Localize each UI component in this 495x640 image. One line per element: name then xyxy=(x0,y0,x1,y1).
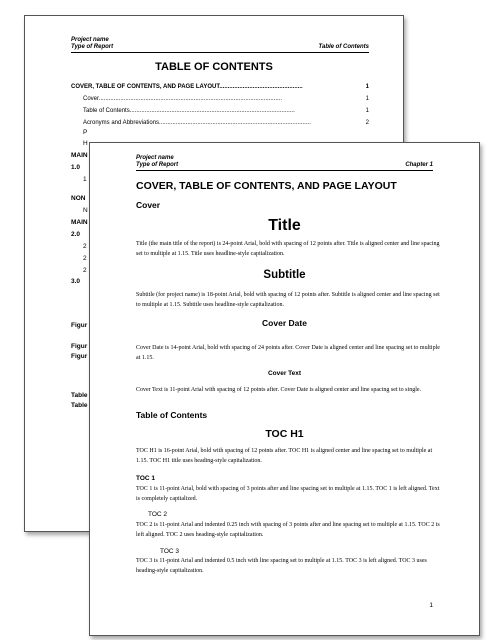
back-header-rule xyxy=(71,52,369,53)
toc-fragment: 1 xyxy=(83,176,87,183)
chapter-heading: COVER, TABLE OF CONTENTS, AND PAGE LAYOUT xyxy=(136,180,397,192)
toc1-description: TOC 1 is 11-point Arial, bold with spacing of 3 points after and line spacing set to multiple at 1.15. TOC 1 is left aligned. Text is completely capitalized. xyxy=(136,486,440,502)
coverdate-description: Cover Date is 14-point Arial, bold with spacing of 24 points after. Cover Date is aligned center and line spacing set to multiple at 1.15. xyxy=(136,345,440,361)
toc-entry-page: 2 xyxy=(365,120,369,126)
back-header-type: Type of Report xyxy=(71,44,114,50)
toc-entry xyxy=(83,119,369,127)
toc-entry-page: 1 xyxy=(365,108,369,114)
toc-fragment: Table xyxy=(71,402,88,409)
toc-leader: .................................................. xyxy=(219,84,303,90)
front-header-type: Type of Report xyxy=(136,162,179,168)
toc-entry xyxy=(71,83,369,91)
toc-fragment: N xyxy=(83,207,88,214)
toc-title: TABLE OF CONTENTS xyxy=(155,61,273,73)
toc-entry-text: Acronyms and Abbreviations xyxy=(83,120,160,126)
toc3-description: TOC 3 is 11-point Arial and indented 0.5 inch with line spacing set to multiple at 1.15. TOC 3 is left aligned. TOC 3 uses heading-style capitalization. xyxy=(136,558,427,574)
toc-fragment: NON xyxy=(71,195,86,202)
toc-fragment: 3.0 xyxy=(71,278,81,285)
title-sample: Title xyxy=(268,217,301,234)
toc2-sample: TOC 2 xyxy=(148,511,168,518)
toc-fragment: 2 xyxy=(83,267,87,274)
toc-fragment: 1.0 xyxy=(71,164,81,171)
toc-fragment: H xyxy=(83,140,88,147)
toc-entry-page: 1 xyxy=(365,84,369,90)
toc-fragment: Table xyxy=(71,392,88,399)
toch1-sample: TOC H1 xyxy=(265,428,304,440)
toc-heading: Table of Contents xyxy=(136,410,208,420)
toc-fragment: P xyxy=(83,129,88,136)
cover-heading: Cover xyxy=(136,200,161,210)
covertext-description: Cover Text is 11-point Arial with spacing of 12 points after. Cover Date is aligned center and line spacing set to single. xyxy=(136,387,422,393)
toc-fragment: MAIN xyxy=(71,219,88,226)
front-page xyxy=(89,142,480,636)
subtitle-description: Subtitle (for project name) is 18-point Arial, bold with spacing of 12 points after. Subtitle is aligned center and line spacing set to multiple at 1.15. Subtitle uses headline-style capitalization. xyxy=(136,292,440,308)
title-description: Title (the main title of the report) is 24-point Arial, bold with spacing of 12 points after. Title is aligned center and line spacing set to multiple at 1.15. Title uses headline-style capitalization. xyxy=(136,241,440,257)
toc-fragment: 2 xyxy=(83,243,87,250)
toc-fragment: Figur xyxy=(71,322,88,329)
back-header-project: Project name xyxy=(71,37,109,43)
back-header-right: Table of Contents xyxy=(318,44,369,50)
toch1-description: TOC H1 is 16-point Arial, bold with spacing of 12 points after. TOC H1 is aligned center and line spacing set to multiple at 1.15. TOC H1 title uses heading-style capitalization. xyxy=(136,448,433,464)
front-header-left xyxy=(136,155,178,169)
toc-fragment: Figur xyxy=(71,343,88,350)
subtitle-sample: Subtitle xyxy=(263,269,306,281)
toc-leader: ........................................................................................... xyxy=(159,120,311,126)
covertext-sample: Cover Text xyxy=(267,370,302,377)
toc-entry xyxy=(83,95,369,103)
back-header-left xyxy=(71,37,113,51)
toc3-sample: TOC 3 xyxy=(160,548,180,555)
toc1-sample: TOC 1 xyxy=(136,475,156,482)
toc-leader: ................................................................................................... xyxy=(129,108,295,114)
toc-entry-text: COVER, TABLE OF CONTENTS, AND PAGE LAYOUT xyxy=(71,84,220,90)
toc-entry xyxy=(83,107,369,115)
toc-entry-text: Table of Contents xyxy=(83,108,130,114)
toc-fragment: 2.0 xyxy=(71,231,81,238)
front-header-project: Project name xyxy=(136,155,174,161)
toc-entry-page: 1 xyxy=(365,96,369,102)
toc2-description: TOC 2 is 11-point Arial and indented 0.25 inch with spacing of 3 points after and line spacing set to multiple at 1.15. TOC 2 is left aligned. TOC 2 uses heading-style capitalization. xyxy=(136,522,440,538)
front-header-rule xyxy=(136,170,433,171)
toc-fragment: Figur xyxy=(71,353,88,360)
toc-fragment: MAIN xyxy=(71,152,88,159)
toc-entry-text: Cover xyxy=(83,96,99,102)
page-number: 1 xyxy=(429,602,433,609)
toc-fragment: 2 xyxy=(83,255,87,262)
coverdate-sample: Cover Date xyxy=(262,318,307,328)
front-header-right: Chapter 1 xyxy=(405,162,433,168)
toc-leader: .............................................................................................................. xyxy=(98,96,283,102)
